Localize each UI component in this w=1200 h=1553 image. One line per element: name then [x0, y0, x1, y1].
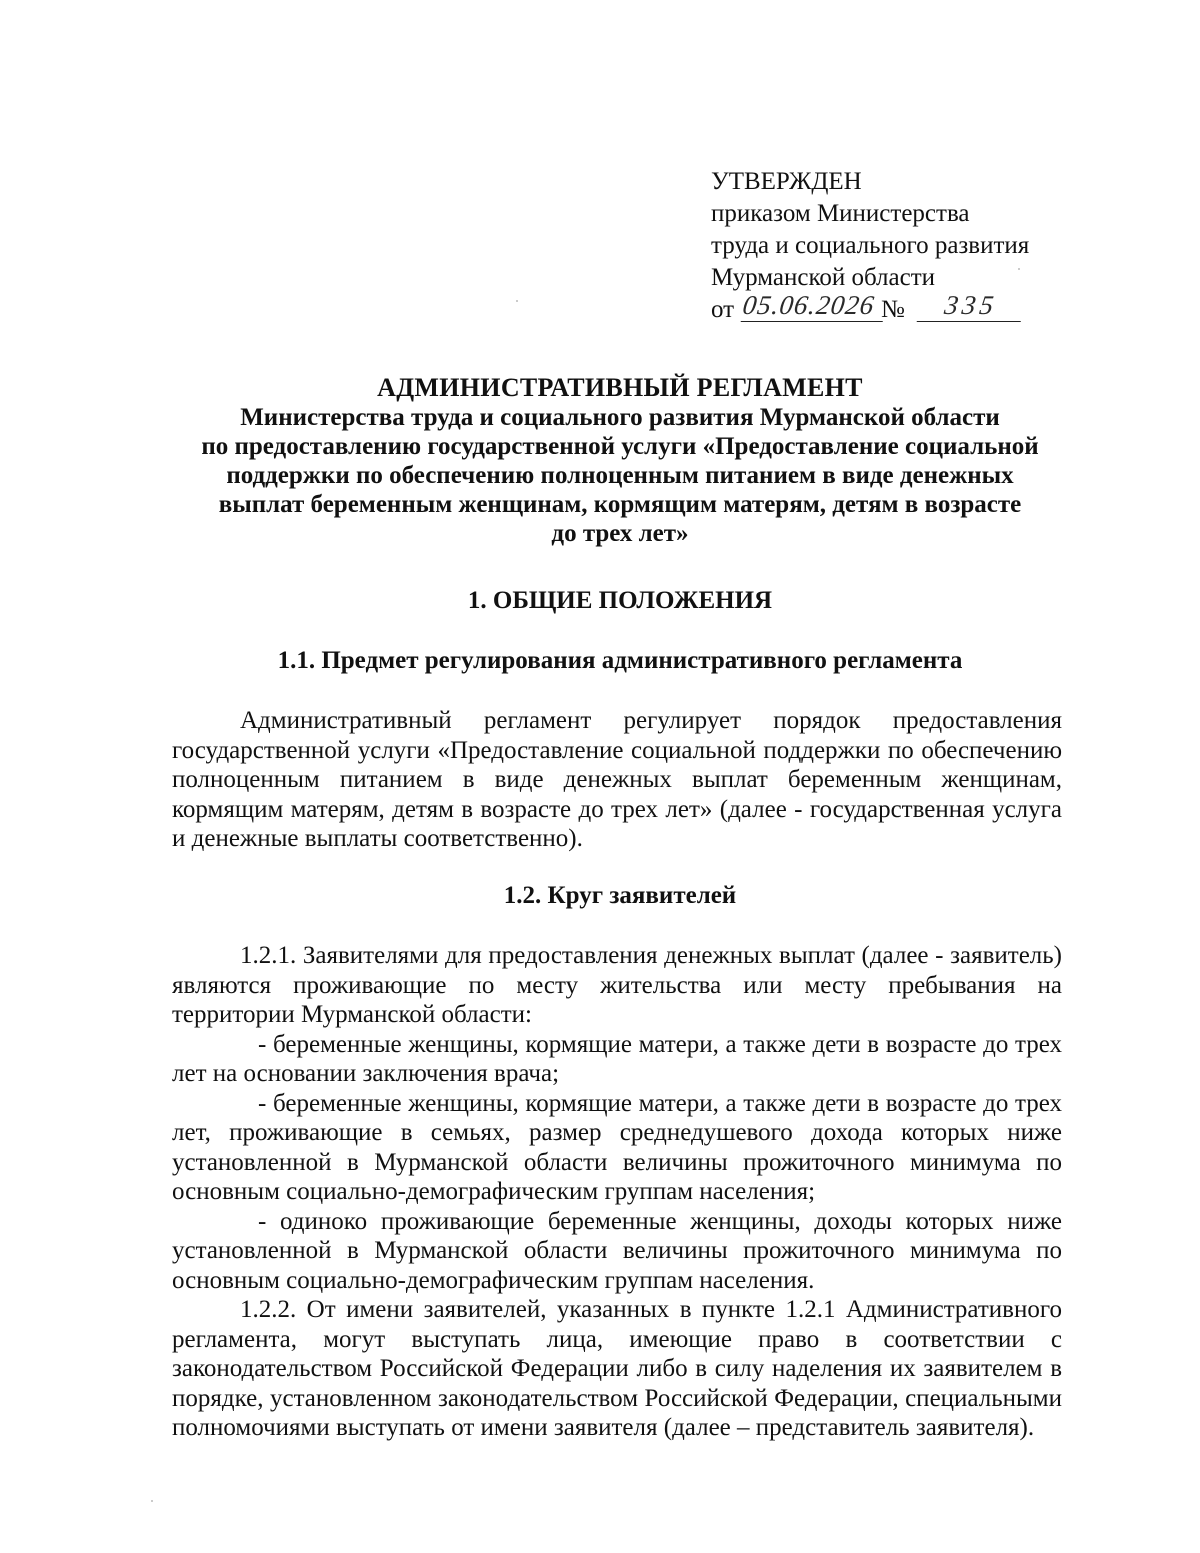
title-main: АДМИНИСТРАТИВНЫЙ РЕГЛАМЕНТ: [377, 373, 863, 402]
list-item: - беременные женщины, кормящие матери, а также дети в возрасте до трех лет на основании заключения врача;: [172, 1030, 1062, 1087]
approval-line: приказом Министерства: [711, 200, 970, 227]
approval-stamp-block: [711, 166, 1071, 328]
title-line: выплат беременным женщинам, кормящим матерям, детям в возрасте: [218, 491, 1022, 518]
subsection-heading: 1.2. Круг заявителей: [503, 882, 737, 909]
number-sign: №: [881, 296, 905, 323]
list-item: - беременные женщины, кормящие матери, а также дети в возрасте до трех лет, проживающие в семьях, размер среднедушевого дохода которых ниже установленной в Мурманской области величины прожиточного минимума по основным социально-демографическим группам населения;: [172, 1089, 1062, 1205]
handwritten-date: 05.06.2026: [741, 289, 888, 322]
section-heading: 1. ОБЩИЕ ПОЛОЖЕНИЯ: [467, 587, 773, 614]
paragraph: 1.2.2. От имени заявителей, указанных в пункте 1.2.1 Административного регламента, могут выступать лица, имеющие право в соответствии с законодательством Российской Федерации либо в силу наделения их заявителем в порядке, установленном законодательством Российской Федерации, специальными полномочиями выступать от имени заявителя (далее – представитель заявителя).: [172, 1296, 1062, 1441]
subsection-body: [172, 941, 1062, 1443]
approval-line: Мурманской области: [711, 264, 936, 291]
title-line: до трех лет»: [551, 520, 689, 547]
title-line: Министерства труда и социального развития Мурманской области: [240, 404, 1000, 431]
approval-heading: УТВЕРЖДЕН: [711, 168, 862, 195]
approval-line: труда и социального развития: [711, 232, 1030, 259]
paragraph: 1.2.1. Заявителями для предоставления денежных выплат (далее - заявитель) являются проживающие по месту жительства или месту пребывания на территории Мурманской области:: [172, 942, 1062, 1028]
subsection-heading: 1.1. Предмет регулирования административного регламента: [277, 647, 963, 674]
paragraph: Административный регламент регулирует порядок предоставления государственной услуги «Предоставление социальной поддержки по обеспечению полноценным питанием в виде денежных выплат беременным женщинам, кормящим матерям, детям в возрасте до трех лет» (далее - государственная услуга и денежные выплаты соответственно).: [172, 707, 1062, 852]
title-line: по предоставлению государственной услуги «Предоставление социальной: [201, 433, 1039, 460]
scan-speck: [1018, 268, 1020, 270]
title-line: поддержки по обеспечению полноценным питанием в виде денежных: [226, 462, 1014, 489]
date-prefix: от: [711, 296, 735, 323]
approval-date-line: [711, 290, 1071, 328]
scan-speck: [516, 300, 518, 302]
subsection-body: [172, 706, 1062, 854]
scan-speck: [151, 1500, 153, 1502]
document-title: [150, 373, 1090, 548]
list-item: - одиноко проживающие беременные женщины, доходы которых ниже установленной в Мурманской области величины прожиточного минимума по основным социально-демографическим группам населения.: [172, 1207, 1062, 1294]
handwritten-number: 335: [917, 289, 1026, 322]
